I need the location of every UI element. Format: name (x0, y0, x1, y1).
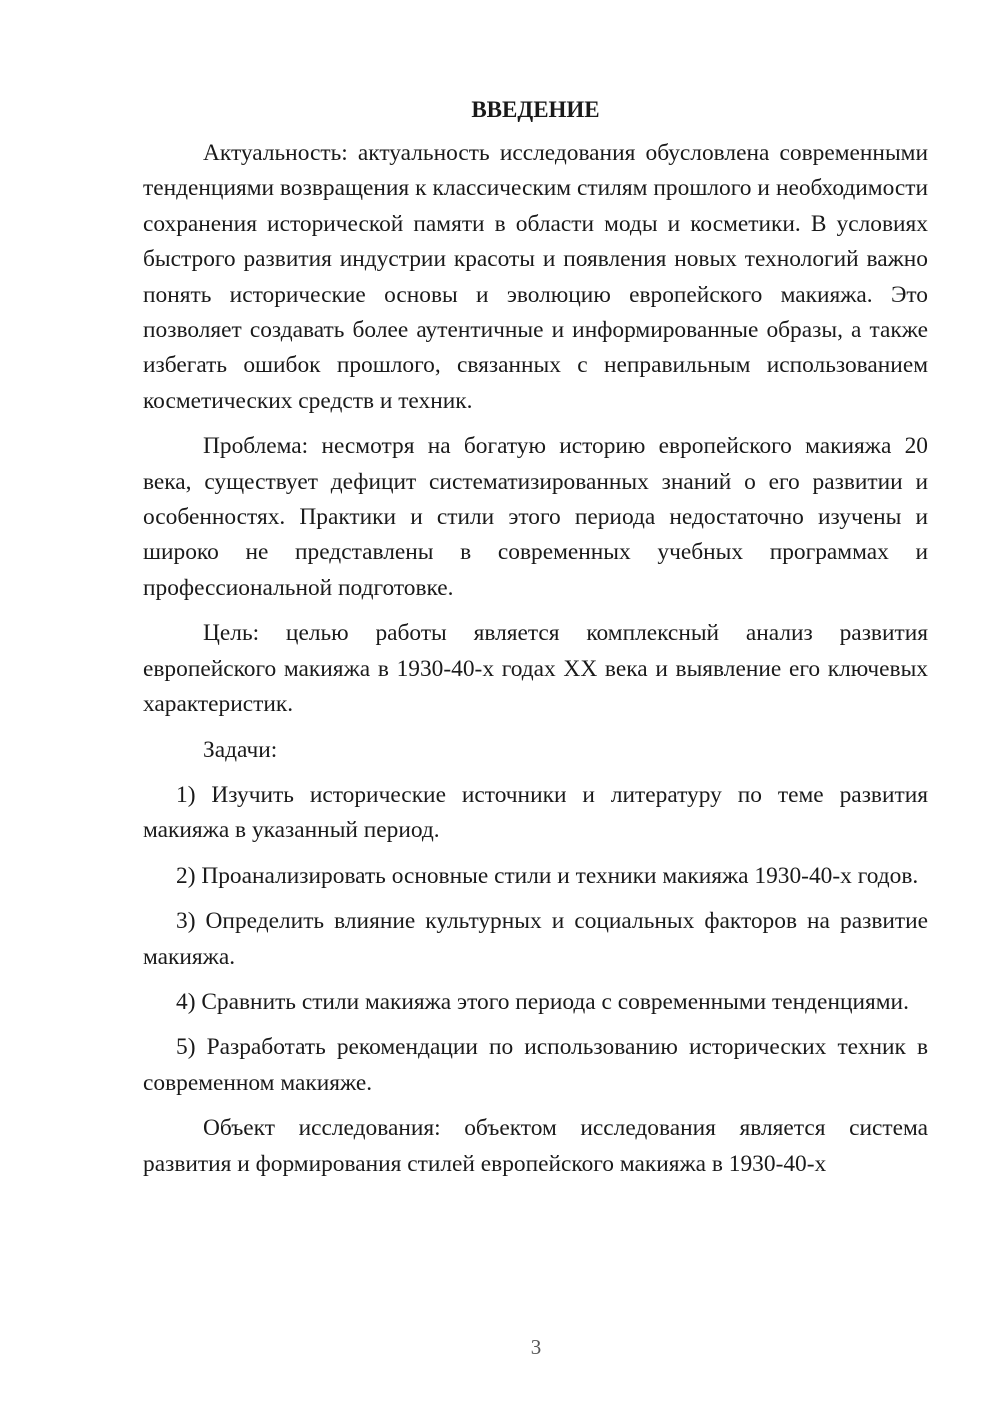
task-item-5: 5) Разработать рекомендации по использованию исторических техник в современном макияже. (143, 1034, 928, 1096)
task-item-1: 1) Изучить исторические источники и литературу по теме развития макияжа в указанный период. (143, 781, 928, 844)
paragraph-object: Объект исследования: объектом исследования является система развития и формирования стилей европейского макияжа в 1930-40-х (143, 1115, 928, 1177)
document-page (143, 92, 928, 1182)
page-title: ВВЕДЕНИЕ (471, 97, 600, 122)
paragraph-tasks-heading: Задачи: (203, 736, 278, 763)
paragraph-relevance: Актуальность: актуальность исследования обусловлена современными тенденциями возвращения к классическим стилям прошлого и необходимости сохранения исторической памяти в области моды и косметики. В условиях быстрого развития индустрии красоты и появления новых технологий важно понять исторические основы и эволюцию европейского макияжа. Это позволяет создавать более аутентичные и информированные образы, а также избегать ошибок прошлого, связанных с неправильным использованием косметических средств и техник. (143, 140, 928, 414)
task-item-3: 3) Определить влияние культурных и социальных факторов на развитие макияжа. (143, 908, 928, 970)
task-item-2: 2) Проанализировать основные стили и техники макияжа 1930-40-х годов. (176, 862, 919, 889)
page-number: 3 (530, 1335, 542, 1359)
task-item-4: 4) Сравнить стили макияжа этого периода с современными тенденциями. (176, 988, 909, 1015)
paragraph-problem: Проблема: несмотря на богатую историю европейского макияжа 20 века, существует дефицит систематизированных знаний о его развитии и особенностях. Практики и стили этого периода недостаточно изучены и широко не представлены в современных учебных программах и профессиональной подготовке. (143, 433, 928, 601)
paragraph-goal: Цель: целью работы является комплексный анализ развития европейского макияжа в 1930-40-х годах XX века и выявление его ключевых характеристик. (143, 620, 928, 718)
